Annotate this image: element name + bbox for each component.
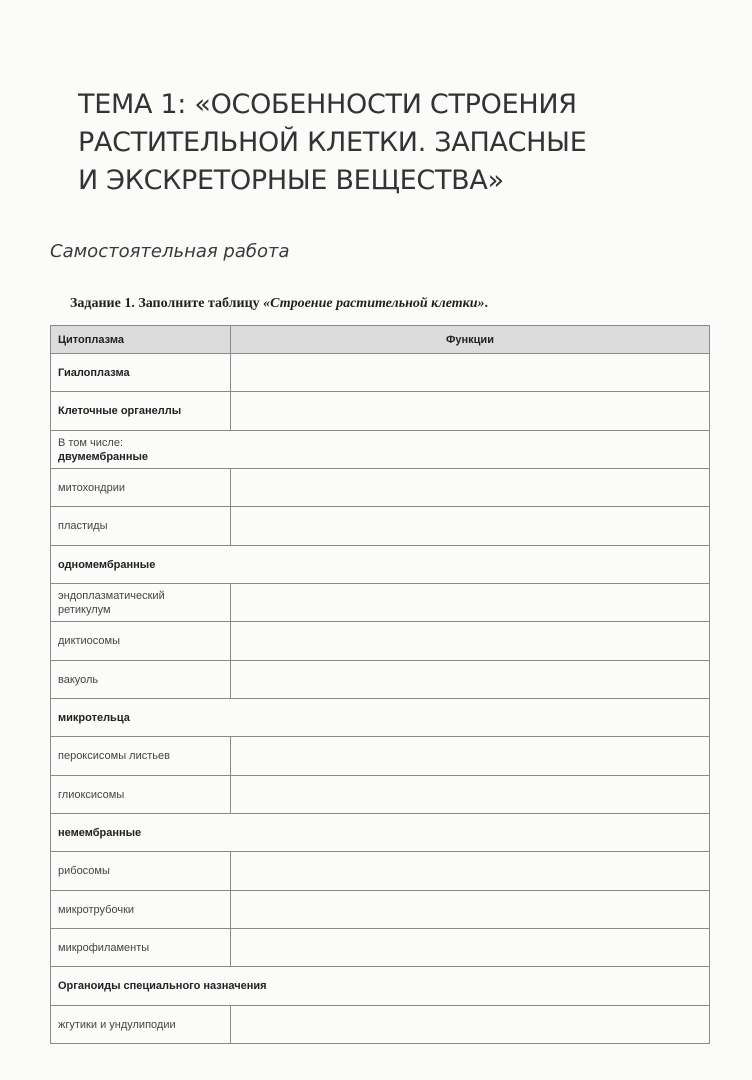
row-label-cell bbox=[51, 431, 710, 469]
function-answer-cell[interactable] bbox=[231, 392, 710, 431]
function-answer-cell[interactable] bbox=[231, 507, 710, 546]
function-answer-cell[interactable] bbox=[231, 354, 710, 392]
function-answer-cell[interactable] bbox=[231, 776, 710, 814]
function-answer-cell[interactable] bbox=[231, 1006, 710, 1044]
function-answer-cell[interactable] bbox=[231, 852, 710, 891]
row-label-cell: глиоксисомы bbox=[51, 776, 231, 814]
table-row bbox=[51, 1006, 710, 1044]
function-answer-cell[interactable] bbox=[231, 469, 710, 507]
table-row bbox=[51, 967, 710, 1006]
row-label-cell: митохондрии bbox=[51, 469, 231, 507]
section-label: Органоиды специального назначения bbox=[51, 967, 710, 1006]
table-body bbox=[51, 354, 710, 1044]
row-label: В том числе: bbox=[58, 436, 124, 449]
task-suffix: . bbox=[484, 296, 489, 311]
table-row bbox=[51, 507, 710, 546]
table-row bbox=[51, 622, 710, 661]
title-line-2: РАСТИТЕЛЬНОЙ КЛЕТКИ. ЗАПАСНЫЕ bbox=[78, 127, 587, 158]
table-row bbox=[51, 737, 710, 776]
row-label-cell: вакуоль bbox=[51, 661, 231, 699]
table-row bbox=[51, 546, 710, 584]
table-row bbox=[51, 699, 710, 737]
row-label-cell: микротрубочки bbox=[51, 891, 231, 929]
table-row bbox=[51, 661, 710, 699]
section-label: одномембранные bbox=[51, 546, 710, 584]
section-label: микротельца bbox=[51, 699, 710, 737]
table-row bbox=[51, 814, 710, 852]
task-instruction bbox=[70, 296, 488, 312]
section-subtitle: Самостоятельная работа bbox=[50, 241, 290, 262]
row-label-cell: пероксисомы листьев bbox=[51, 737, 231, 776]
table-row bbox=[51, 354, 710, 392]
table-row bbox=[51, 431, 710, 469]
row-label-line: эндоплазматический bbox=[58, 589, 165, 602]
row-label-line: ретикулум bbox=[58, 603, 111, 616]
section-label: немембранные bbox=[51, 814, 710, 852]
header-functions: Функции bbox=[231, 326, 710, 354]
row-label-cell: Гиалоплазма bbox=[51, 354, 231, 392]
table-row bbox=[51, 469, 710, 507]
header-cytoplasm: Цитоплазма bbox=[51, 326, 231, 354]
title-line-3: И ЭКСКРЕТОРНЫЕ ВЕЩЕСТВА» bbox=[78, 165, 504, 196]
table-row bbox=[51, 852, 710, 891]
row-label-cell: пластиды bbox=[51, 507, 231, 546]
row-label-cell: микрофиламенты bbox=[51, 929, 231, 967]
function-answer-cell[interactable] bbox=[231, 737, 710, 776]
table-row bbox=[51, 584, 710, 622]
table-row bbox=[51, 392, 710, 431]
row-sublabel: двумембранные bbox=[58, 450, 148, 463]
task-prefix: Задание 1. Заполните таблицу bbox=[70, 296, 264, 311]
table-row bbox=[51, 929, 710, 967]
function-answer-cell[interactable] bbox=[231, 891, 710, 929]
row-label-cell: жгутики и ундулиподии bbox=[51, 1006, 231, 1044]
page-title bbox=[78, 86, 698, 200]
function-answer-cell[interactable] bbox=[231, 584, 710, 622]
function-answer-cell[interactable] bbox=[231, 622, 710, 661]
plant-cell-structure-table bbox=[50, 325, 710, 1044]
row-label-cell: рибосомы bbox=[51, 852, 231, 891]
table-header-row bbox=[51, 326, 710, 354]
task-table-name: «Строение растительной клетки» bbox=[263, 296, 485, 311]
table-row bbox=[51, 776, 710, 814]
table-row bbox=[51, 891, 710, 929]
row-label-cell: Клеточные органеллы bbox=[51, 392, 231, 431]
row-label-cell: диктиосомы bbox=[51, 622, 231, 661]
title-line-1: ТЕМА 1: «ОСОБЕННОСТИ СТРОЕНИЯ bbox=[78, 89, 577, 120]
row-label-cell bbox=[51, 584, 231, 622]
function-answer-cell[interactable] bbox=[231, 661, 710, 699]
function-answer-cell[interactable] bbox=[231, 929, 710, 967]
